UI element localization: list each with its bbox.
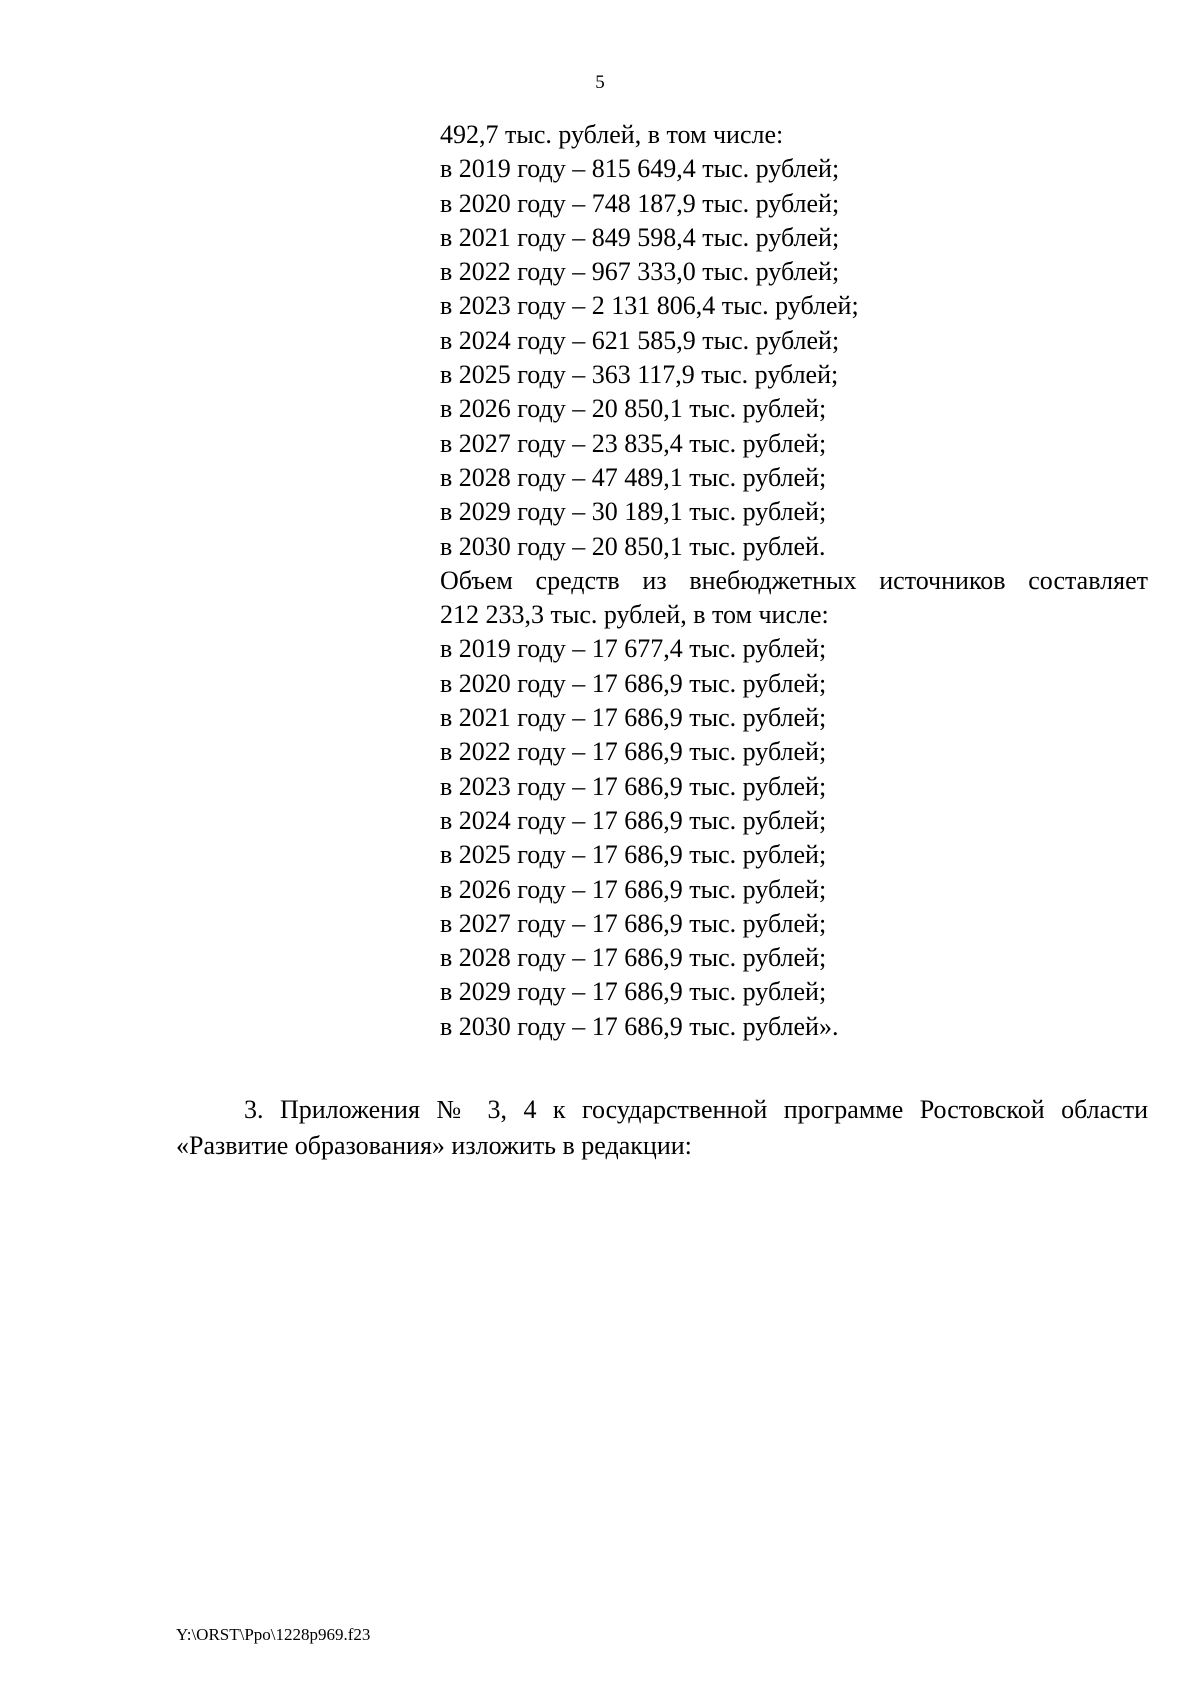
extrabudgetary-year-2022: в 2022 году – 17 686,9 тыс. рублей; — [440, 737, 827, 767]
extrabudgetary-year-2025: в 2025 году – 17 686,9 тыс. рублей; — [440, 840, 827, 870]
paragraph-3: 3. Приложения № 3, 4 к государственной программе Ростовской области «Развитие образования» изложить в редакции: — [176, 1095, 1148, 1160]
page-number: 5 — [595, 72, 605, 93]
regional-budget-year-2030: в 2030 году – 20 850,1 тыс. рублей. — [440, 531, 826, 561]
extrabudgetary-year-2028: в 2028 году – 17 686,9 тыс. рублей; — [440, 943, 827, 973]
regional-budget-intro: 492,7 тыс. рублей, в том числе: — [440, 120, 784, 149]
regional-budget-year-2023: в 2023 году – 2 131 806,4 тыс. рублей; — [440, 291, 859, 321]
regional-budget-year-2019: в 2019 году – 815 649,4 тыс. рублей; — [440, 154, 840, 184]
regional-budget-year-2029: в 2029 году – 30 189,1 тыс. рублей; — [440, 497, 827, 527]
extrabudgetary-year-2027: в 2027 году – 17 686,9 тыс. рублей; — [440, 908, 827, 938]
extrabudgetary-year-2019: в 2019 году – 17 677,4 тыс. рублей; — [440, 634, 827, 664]
regional-budget-year-2028: в 2028 году – 47 489,1 тыс. рублей; — [440, 462, 827, 492]
regional-budget-year-2025: в 2025 году – 363 117,9 тыс. рублей; — [440, 360, 839, 390]
extrabudgetary-year-2029: в 2029 году – 17 686,9 тыс. рублей; — [440, 977, 827, 1007]
regional-budget-year-2022: в 2022 году – 967 333,0 тыс. рублей; — [440, 257, 840, 287]
extrabudgetary-year-2023: в 2023 году – 17 686,9 тыс. рублей; — [440, 771, 827, 801]
funding-block — [440, 118, 1148, 1044]
extrabudgetary-year-2030: в 2030 году – 17 686,9 тыс. рублей». — [440, 1011, 839, 1041]
footer-file-path: Y:\ORST\Ppo\1228p969.f23 — [176, 1625, 371, 1644]
regional-budget-year-2027: в 2027 году – 23 835,4 тыс. рублей; — [440, 428, 827, 458]
extrabudgetary-year-2020: в 2020 году – 17 686,9 тыс. рублей; — [440, 668, 827, 698]
extrabudgetary-year-2024: в 2024 году – 17 686,9 тыс. рублей; — [440, 805, 827, 835]
extrabudgetary-year-2026: в 2026 году – 17 686,9 тыс. рублей; — [440, 874, 827, 904]
regional-budget-year-2024: в 2024 году – 621 585,9 тыс. рублей; — [440, 325, 840, 355]
regional-budget-year-2020: в 2020 году – 748 187,9 тыс. рублей; — [440, 188, 840, 218]
regional-budget-year-2026: в 2026 году – 20 850,1 тыс. рублей; — [440, 394, 827, 424]
extrabudgetary-intro: 212 233,3 тыс. рублей, в том числе: — [440, 600, 829, 630]
extrabudgetary-heading: Объем средств из внебюджетных источников составляет — [440, 565, 1148, 595]
extrabudgetary-year-2021: в 2021 году – 17 686,9 тыс. рублей; — [440, 703, 827, 733]
regional-budget-year-2021: в 2021 году – 849 598,4 тыс. рублей; — [440, 222, 840, 252]
